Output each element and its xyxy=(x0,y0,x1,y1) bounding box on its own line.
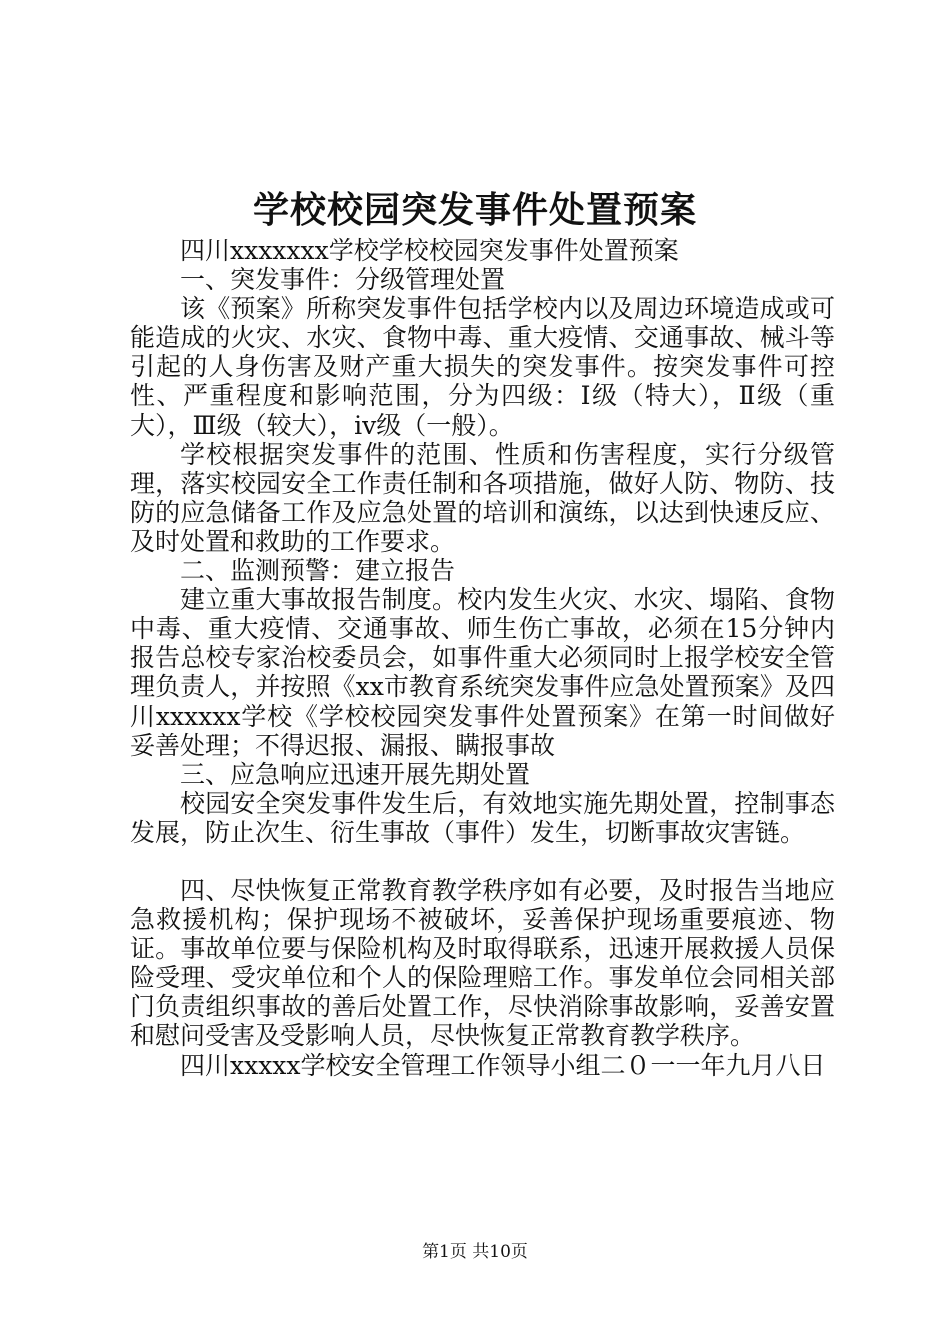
paragraph-3: 建立重大事故报告制度。校内发生火灾、水灾、塌陷、食物中毒、重大疫情、交通事故、师生伤亡事故，必须在15分钟内报告总校专家治校委员会，如事件重大必须同时上报学校安全管理负责人，并按照《xx市教育系统突发事件应急处置预案》及四川xxxxxx学校《学校校园突发事件处置预案》在第一时间做好妥善处理；不得迟报、漏报、瞒报事故 xyxy=(130,585,835,760)
section-heading-3: 三、应急响应迅速开展先期处置 xyxy=(180,759,531,789)
signature-date: 四川xxxxx学校安全管理工作领导小组二０一一年九月八日 xyxy=(180,1050,826,1080)
paragraph-1: 该《预案》所称突发事件包括学校内以及周边环境造成或可能造成的火灾、水灾、食物中毒、重大疫情、交通事故、械斗等引起的人身伤害及财产重大损失的突发事件。按突发事件可控性、严重程度和影响范围，分为四级：Ⅰ级（特大），Ⅱ级（重大），Ⅲ级（较大），ⅳ级（一般）。 xyxy=(130,294,835,440)
document-body xyxy=(130,236,835,1080)
paragraph-2: 学校根据突发事件的范围、性质和伤害程度，实行分级管理，落实校园安全工作责任制和各项措施，做好人防、物防、技防的应急储备工作及应急处置的培训和演练，以达到快速反应、及时处置和救助的工作要求。 xyxy=(130,439,835,556)
paragraph-4: 校园安全突发事件发生后，有效地实施先期处置，控制事态发展，防止次生、衍生事故（事件）发生，切断事故灾害链。 xyxy=(130,788,835,847)
section-heading-2: 二、监测预警：建立报告 xyxy=(180,556,456,586)
section-heading-1: 一、突发事件：分级管理处置 xyxy=(180,265,506,295)
document-title: 学校校园突发事件处置预案 xyxy=(252,189,697,231)
section-4-paragraph: 四、尽快恢复正常教育教学秩序如有必要，及时报告当地应急救援机构；保护现场不被破坏，妥善保护现场重要痕迹、物证。事故单位要与保险机构及时取得联系，迅速开展救援人员保险受理、受灾单位和个人的保险理赔工作。事发单位会同相关部门负责组织事故的善后处置工作，尽快消除事故影响，妥善安置和慰问受害及受影响人员，尽快恢复正常教育教学秩序。 xyxy=(130,875,835,1051)
page-footer: 第1页 共10页 xyxy=(422,1242,528,1262)
doc-subtitle: 四川xxxxxxx学校学校校园突发事件处置预案 xyxy=(180,236,679,265)
